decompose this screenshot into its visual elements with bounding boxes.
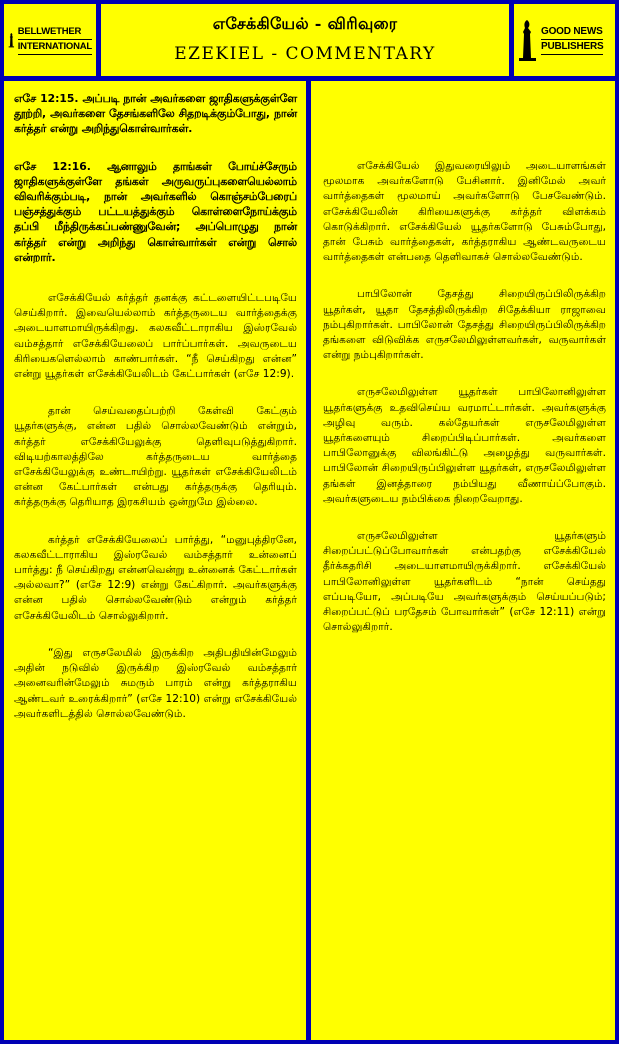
commentary-paragraph: “இது எருசலேமில் இருக்கிற அதிபதியின்மேலும் அதின் நடுவில் இருக்கிற இஸ்ரவேல் வம்சத்தார் அனைவரின்மேலும் சுமரும் பாரம் என்று கர்த்தராகிய ஆண்டவர் உரைக்கிறார்” (எசே 12:10) என்று எசேக்கியேல் அவர்களிடத்தில் சொல்லவேண்டும். — [14, 646, 297, 720]
bellwether-logo-line2: INTERNATIONAL — [18, 40, 92, 55]
verse-12-15: எசே 12:15. அப்படி நான் அவர்களை ஜாதிகளுக்குள்ளே தூற்றி, அவர்களை தேசங்களிலே சிதறடிக்கும்போது, நான் கர்த்தர் என்று அறிந்துகொள்வார்கள். — [14, 92, 297, 136]
verse-12-16: எசே 12:16. ஆனாலும் தாங்கள் போய்ச்சேரும் ஜாதிகளுக்குள்ளே தங்கள் அருவருப்புகளையெல்லாம் விவரிக்கும்படி, நான் அவர்களில் கொஞ்சம்பேரைப் பஞ்சத்துக்கும் பட்டயத்துக்கும் கொள்ளைநோய்க்கும் தப்பி மீந்திருக்கப்பண்ணுவேன்; அப்பொழுது நான் கர்த்தர் என்று அறிந்து கொள்வார்கள் என்று சொல் என்றார். — [14, 159, 297, 264]
bellwether-ram-icon — [8, 17, 15, 63]
page-title-english: EZEKIEL - COMMENTARY — [174, 44, 436, 64]
commentary-paragraph: பாபிலோன் தேசத்து சிறையிருப்பிலிருக்கிற யூதர்கள், யூதா தேசத்திலிருக்கிற சிதேக்கியா ராஜாவை நம்புகிறார்கள். பாபிலோன் தேசத்து சிறையிருப்பிலிருக்கிற தங்களை விடுவிக்க எருசலேமிலுள்ளவர்கள், வருவார்கள் என்று நம்புகிறார்கள். — [323, 288, 606, 362]
commentary-paragraph: தான் செய்வதைப்பற்றி கேள்வி கேட்கும் யூதர்களுக்கு, என்ன பதில் சொல்லவேண்டும் என்றும், கர்த்தர் எசேக்கியேலுக்கு தெளிவுபடுத்துகிறார். விடியற்காலத்திலே கர்த்தருடைய வார்த்தை எசேக்கியேலுக்கு உண்டாயிற்று. யூதர்கள் எசேக்கியேலிடம் என்ன கேட்பார்கள் என்பது கர்த்தருக்கு தெரியும். கர்த்தருக்கு தெரியாத இரகசியம் ஒன்றுமே இல்லை. — [14, 405, 297, 509]
left-column — [4, 81, 306, 1040]
commentary-paragraph: எருசலேமிலுள்ள யூதர்களும் சிறைப்பட்டுப்போவார்கள் என்பதற்கு எசேக்கியேல் தீர்க்கதரிசி அடையாளமாயிருக்கிறார். எசேக்கியேல் பாபிலோனிலுள்ள யூதர்களிடம் “நான் செய்தது எப்படியோ, அப்படியே அவர்களுக்கும் செய்யப்படும்; சிறைப்பட்டுப் பரதேசம் போவார்கள்” (எசே 12:11) என்று சொல்லுகிறார். — [323, 530, 606, 634]
bellwether-logo — [4, 4, 96, 76]
page-title-tamil: எசேக்கியேல் - விரிவுரை — [212, 14, 398, 33]
commentary-paragraph: கர்த்தர் எசேக்கியேலைப் பார்த்து, “மனுபுத்திரனே, கலகவீட்டாராகிய இஸ்ரவேல் வம்சத்தார் உன்னைப் பார்த்து: நீ செய்கிறது என்னவென்று உன்னைக் கேட்டார்கள் அல்லவா?” (எசே 12:9) என்று கேட்கிறார். அவர்களுக்கு என்ன பதில் சொல்லவேண்டும் என்றும் கர்த்தர் எசேக்கியேலிடம் சொல்லுகிறார். — [14, 533, 297, 622]
bellwether-logo-line1: BELLWETHER — [18, 25, 92, 40]
good-news-bell-icon — [518, 17, 538, 63]
good-news-logo — [514, 4, 615, 76]
commentary-paragraph: எசேக்கியேல் கர்த்தர் தனக்கு கட்டளையிட்டபடியே செய்கிறார். இவையெல்லாம் கர்த்தருடைய வார்த்தைக்கு அடையாளமாயிருக்கிறது. கலகவீட்டாராகிய இஸ்ரவேல் வம்சத்தார் எசேக்கியேலைப் பார்ப்பார்கள். அவருடைய கிரியைகளெல்லாம் காண்பார்கள். “நீ செய்கிறது என்ன” என்று யூதர்கள் எசேக்கியேலிடம் கேட்பார்கள் (எசே 12:9). — [14, 292, 297, 381]
good-news-logo-line1: GOOD NEWS — [541, 25, 603, 40]
commentary-paragraph: எருசலேமிலுள்ள யூதர்கள் பாபிலோனிலுள்ள யூதர்களுக்கு உதவிசெய்ய வரமாட்டார்கள். அவர்களுக்கு அழிவு வரும். கல்தேயர்கள் எருசலேமிலுள்ள யூதர்களையும் சிறைப்பிடிப்பார்கள். அவர்களை பாபிலோனுக்கு விலங்கிட்டு அழைத்து வருவார்கள். பாபிலோன் சிறையிருப்பிலுள்ள யூதர்கள், எருசலேமிலுள்ள தங்கள் இனத்தாரை நம்பியது வீணாய்ப்போகும். அவர்களுடைய நம்பிக்கை நிறைவேறாது. — [323, 386, 606, 505]
right-column — [311, 81, 615, 1040]
commentary-paragraph: எசேக்கியேல் இதுவரையிலும் அடையாளங்கள் மூலமாக அவர்களோடு பேசினார். இனிமேல் அவர் வார்த்தைகள் மூலமாய் அவர்களோடு பேசவேண்டும். எசேக்கியேலின் கிரியைகளுக்கு கர்த்தர் விளக்கம் கொடுக்கிறார். எசேக்கியேல் யூதர்களோடு பேசும்போது, தான் பேசும் வார்த்தைகள், கர்த்தராகிய ஆண்டவருடைய வார்த்தைகள் என்பதை தெளிவாகச் சொல்லவேண்டும். — [323, 160, 606, 264]
good-news-logo-line2: PUBLISHERS — [541, 40, 603, 55]
header-title-box — [101, 4, 509, 76]
